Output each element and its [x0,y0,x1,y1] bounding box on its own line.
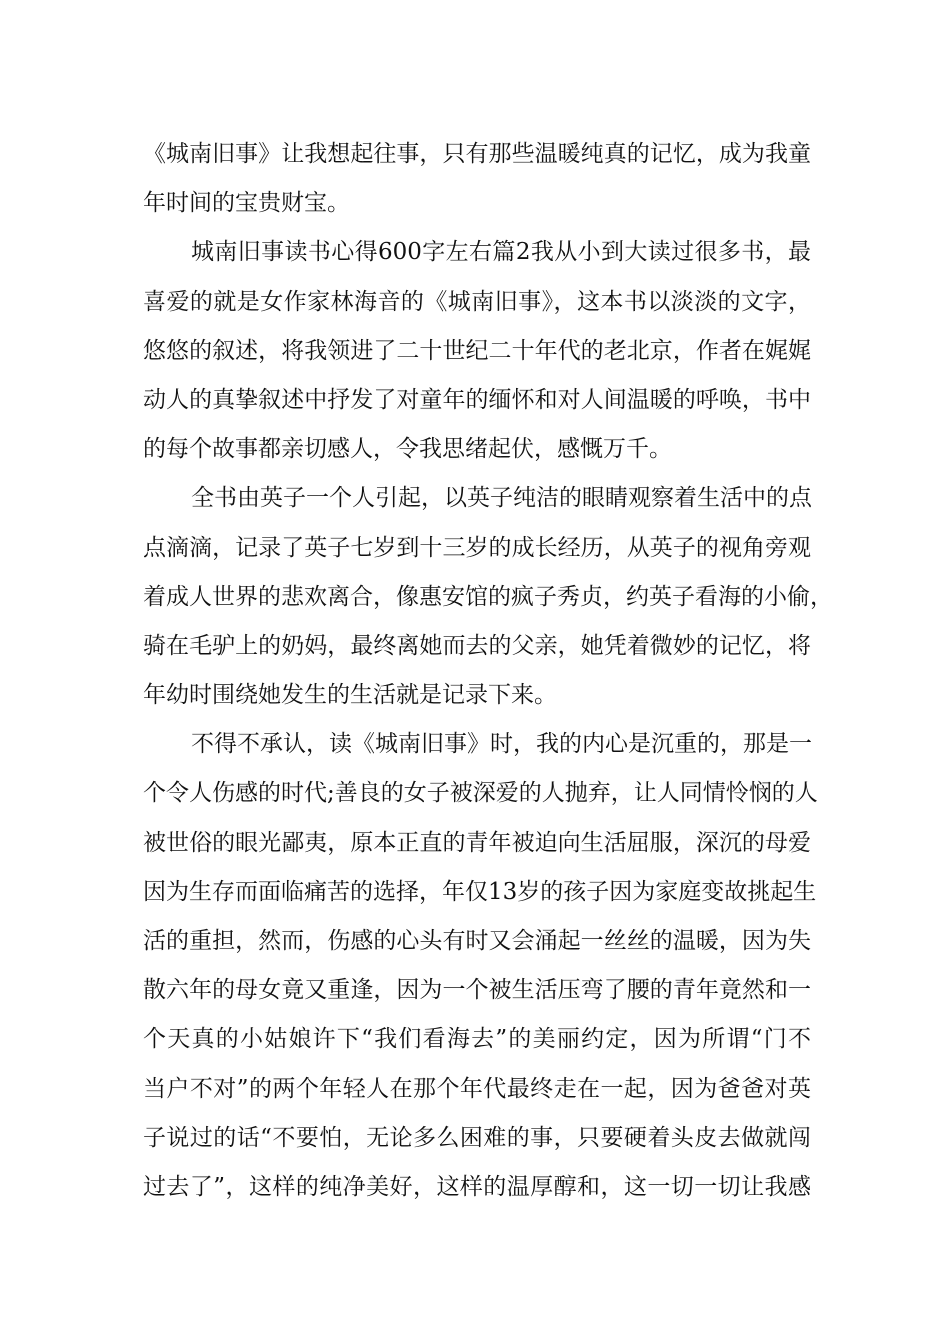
body-text [143,130,833,1212]
paragraph-4-line-7: 个天真的小姑娘许下“我们看海去”的美丽约定，因为所谓“门不 [143,1026,811,1053]
paragraph-3-line-3: 着成人世界的悲欢离合，像惠安馆的疯子秀贞，约英子看海的小偷， [143,583,833,610]
paragraph-4-line-9: 子说过的话“不要怕，无论多么困难的事，只要硬着头皮去做就闯 [143,1124,811,1151]
paragraph-4-line-4: 因为生存而面临痛苦的选择，年仅13岁的孩子因为家庭变故挑起生 [143,878,817,905]
paragraph-1-line-1: 《城南旧事》让我想起往事，只有那些温暖纯真的记忆，成为我童 [143,141,811,167]
paragraph-3-line-4: 骑在毛驴上的奶妈，最终离她而去的父亲，她凭着微妙的记忆，将 [143,632,811,659]
paragraph-2-line-2: 喜爱的就是女作家林海音的《城南旧事》，这本书以淡淡的文字， [143,288,811,315]
paragraph-3-line-5: 年幼时围绕她发生的生活就是记录下来。 [143,682,557,709]
paragraph-4-line-5: 活的重担，然而，伤感的心头有时又会涌起一丝丝的温暖，因为失 [143,928,811,954]
paragraph-4-line-1: 不得不承认，读《城南旧事》时，我的内心是沉重的，那是一 [191,731,812,758]
paragraph-2-line-3: 悠悠的叙述，将我领进了二十世纪二十年代的老北京，作者在娓娓 [143,337,811,364]
paragraph-2-line-1: 城南旧事读书心得600字左右篇2我从小到大读过很多书，最 [191,239,811,266]
paragraph-4-line-8: 当户不对”的两个年轻人在那个年代最终走在一起，因为爸爸对英 [143,1075,811,1102]
paragraph-4-line-10: 过去了”，这样的纯净美好，这样的温厚醇和，这一切一切让我感 [143,1173,811,1200]
paragraph-2-line-5: 的每个故事都亲切感人，令我思绪起伏，感慨万千。 [143,436,672,463]
paragraph-4-line-3: 被世俗的眼光鄙夷，原本正直的青年被迫向生活屈服，深沉的母爱 [143,829,811,856]
paragraph-3-line-1: 全书由英子一个人引起，以英子纯洁的眼睛观察着生活中的点 [191,485,812,512]
paragraph-4-line-2: 个令人伤感的时代;善良的女子被深爱的人抛弃，让人同情怜悯的人 [143,780,818,807]
paragraph-1-line-2: 年时间的宝贵财宝。 [143,190,350,217]
paragraph-4-line-6: 散六年的母女竟又重逢，因为一个被生活压弯了腰的青年竟然和一 [143,977,811,1004]
paragraph-3-line-2: 点滴滴，记录了英子七岁到十三岁的成长经历，从英子的视角旁观 [143,534,811,561]
paragraph-2-line-4: 动人的真挚叙述中抒发了对童年的缅怀和对人间温暖的呼唤，书中 [143,386,811,413]
